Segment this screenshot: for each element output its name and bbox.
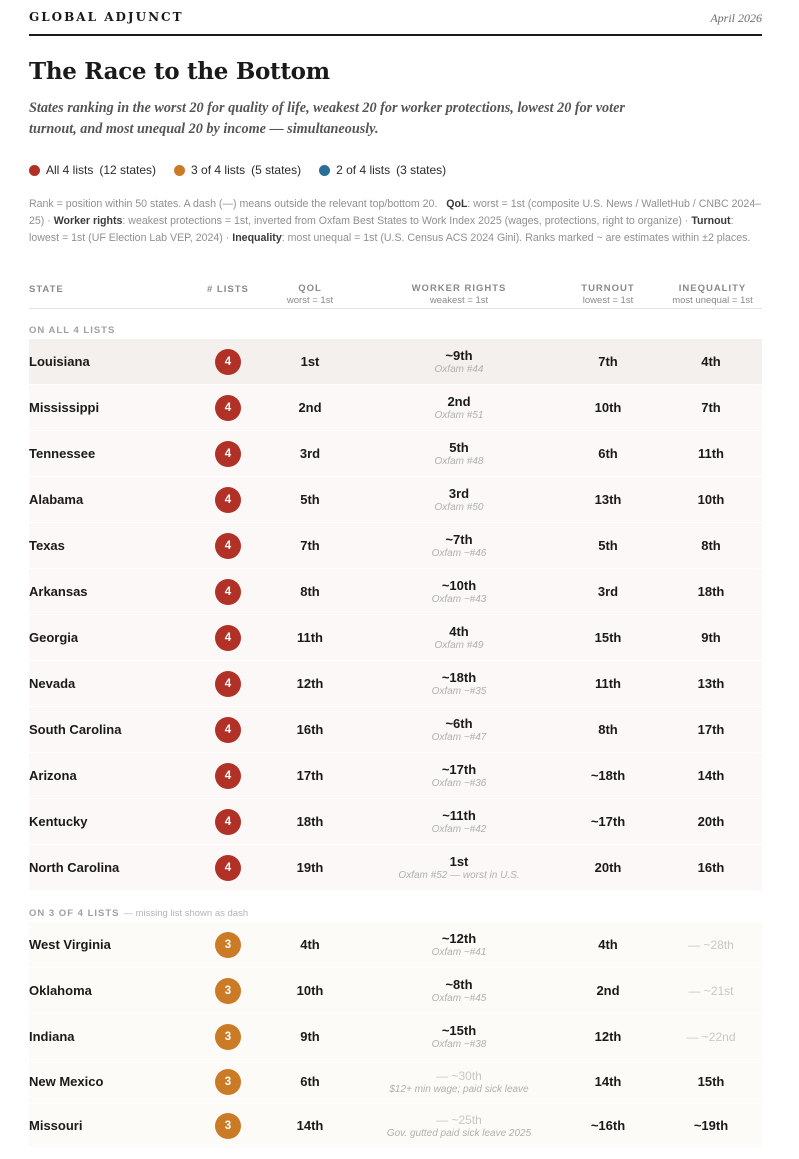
turnout-value: 13th	[594, 492, 622, 507]
section-note: — missing list shown as dash	[123, 908, 249, 919]
issue-date: April 2026	[710, 11, 762, 25]
state-name: Alabama	[29, 492, 84, 507]
worker-rights-cell	[359, 1104, 559, 1147]
worker-rights-cell	[359, 799, 559, 844]
worker-rights-rank: ~6th	[445, 716, 473, 731]
inequality-rank	[680, 968, 742, 1013]
inequality-rank	[680, 523, 742, 568]
worker-rights-rank: ~9th	[445, 348, 473, 363]
turnout-value: 3rd	[597, 584, 619, 599]
list-count-badge: 4	[215, 625, 241, 651]
notes-worker-text: : weakest protections = 1st, inverted from Oxfam Best States to Work Index 2025 (wages, protections, right to organize)	[122, 215, 682, 227]
table-row	[29, 477, 762, 523]
turnout-rank	[577, 968, 639, 1013]
inequality-rank	[680, 477, 742, 522]
notes-intro: Rank = position within 50 states. A dash (—) means outside the relevant top/bottom 20.	[29, 198, 438, 210]
worker-rights-source: Oxfam ~#45	[431, 993, 487, 1004]
inequality-rank	[680, 569, 742, 614]
col-qol	[280, 283, 340, 306]
col-turnout	[570, 283, 646, 306]
turnout-value: 14th	[594, 1074, 622, 1089]
lists-cell	[215, 1104, 241, 1147]
inequality-rank	[680, 845, 742, 890]
state-name: New Mexico	[29, 1074, 104, 1089]
notes-ineq-text: : most unequal = 1st (U.S. Census ACS 2024 Gini). Ranks marked ~ are estimates within ±2 places.	[281, 232, 751, 244]
inequality-value: 13th	[697, 676, 725, 691]
state-name: Georgia	[29, 630, 79, 645]
turnout-rank	[577, 385, 639, 430]
turnout-value: 8th	[598, 722, 618, 737]
list-count-badge: 4	[215, 395, 241, 421]
col-inequality-title: INEQUALITY	[678, 283, 747, 294]
inequality-value: 15th	[697, 1074, 725, 1089]
qol-rank: 7th	[300, 538, 320, 553]
qol-rank: 12th	[296, 676, 324, 691]
table-row	[29, 845, 762, 891]
worker-rights-cell	[359, 753, 559, 798]
legend-item-three	[174, 163, 301, 177]
worker-rights-rank: ~7th	[445, 532, 473, 547]
worker-rights-rank: ~8th	[445, 977, 473, 992]
state-name: Missouri	[29, 1118, 83, 1133]
inequality-value: 18th	[697, 584, 725, 599]
col-qol-sub: worst = 1st	[286, 295, 334, 306]
inequality-value: 11th	[697, 446, 724, 461]
qol-rank: 1st	[300, 354, 320, 369]
qol-rank: 2nd	[298, 400, 322, 415]
worker-rights-source: Oxfam #48	[434, 456, 484, 467]
worker-rights-source: Oxfam ~#46	[431, 548, 487, 559]
notes-turnout-label: Turnout	[691, 215, 731, 227]
state-name: Arizona	[29, 768, 77, 783]
qol-rank: 11th	[296, 630, 323, 645]
inequality-value: — ~22nd	[686, 1029, 736, 1044]
lists-cell	[215, 1014, 241, 1059]
worker-rights-source: Oxfam ~#42	[431, 824, 487, 835]
worker-rights-rank: 1st	[449, 854, 469, 869]
worker-rights-cell	[359, 477, 559, 522]
table-header	[29, 276, 762, 309]
table-row	[29, 799, 762, 845]
list-count-badge: 4	[215, 671, 241, 697]
inequality-rank	[680, 1014, 742, 1059]
inequality-value: 20th	[697, 814, 725, 829]
inequality-value: 8th	[701, 538, 721, 553]
table-row	[29, 922, 762, 968]
inequality-value: 17th	[697, 722, 725, 737]
legend-item-two	[319, 163, 446, 177]
worker-rights-cell	[359, 385, 559, 430]
turnout-rank	[577, 1014, 639, 1059]
table-row	[29, 569, 762, 615]
table-row	[29, 661, 762, 707]
worker-rights-source: Oxfam ~#43	[431, 594, 487, 605]
lists-cell	[215, 339, 241, 384]
turnout-rank	[577, 922, 639, 967]
lists-cell	[215, 661, 241, 706]
inequality-value: 4th	[701, 354, 721, 369]
lists-cell	[215, 707, 241, 752]
worker-rights-cell	[359, 1014, 559, 1059]
list-count-badge: 4	[215, 533, 241, 559]
turnout-rank	[577, 799, 639, 844]
table-row	[29, 523, 762, 569]
section-header	[29, 325, 115, 336]
worker-rights-source: Oxfam #51	[434, 410, 484, 421]
qol-rank: 3rd	[299, 446, 321, 461]
worker-rights-source: Oxfam ~#47	[431, 732, 487, 743]
list-count-badge: 4	[215, 855, 241, 881]
worker-rights-cell	[359, 845, 559, 890]
turnout-value: 5th	[598, 538, 618, 553]
list-count-badge: 3	[215, 978, 241, 1004]
lists-cell	[215, 385, 241, 430]
notes-qol-text: : worst = 1st (composite U.S. News / WalletHub / CNBC 2024–25)	[29, 198, 762, 227]
inequality-value: — ~21st	[688, 983, 734, 998]
notes-worker-label: Worker rights	[53, 215, 123, 227]
col-state: STATE	[29, 284, 64, 295]
qol-rank: 19th	[296, 860, 324, 875]
list-count-badge: 4	[215, 763, 241, 789]
table-row	[29, 707, 762, 753]
state-name: Tennessee	[29, 446, 96, 461]
turnout-value: 20th	[594, 860, 622, 875]
turnout-rank	[577, 707, 639, 752]
worker-rights-source: Oxfam #50	[434, 502, 484, 513]
notes-turnout-text: : lowest = 1st (UF Election Lab VEP, 2024)	[29, 215, 734, 244]
legend-count: (12 states)	[99, 163, 157, 177]
masthead	[29, 0, 762, 36]
list-count-badge: 4	[215, 349, 241, 375]
worker-rights-cell	[359, 922, 559, 967]
qol-rank: 10th	[296, 983, 324, 998]
table-row	[29, 615, 762, 661]
col-worker-sub: weakest = 1st	[429, 295, 489, 306]
lists-cell	[215, 799, 241, 844]
turnout-rank	[577, 753, 639, 798]
worker-rights-cell	[359, 339, 559, 384]
worker-rights-rank: 4th	[449, 624, 469, 639]
list-count-badge: 4	[215, 487, 241, 513]
col-turnout-sub: lowest = 1st	[582, 295, 634, 306]
inequality-value: 10th	[697, 492, 725, 507]
table-row	[29, 431, 762, 477]
table-row	[29, 1014, 762, 1060]
qol-rank: 6th	[300, 1074, 320, 1089]
list-count-badge: 4	[215, 579, 241, 605]
list-count-badge: 4	[215, 717, 241, 743]
col-turnout-title: TURNOUT	[581, 283, 635, 294]
state-name: Mississippi	[29, 400, 100, 415]
worker-rights-cell	[359, 707, 559, 752]
lists-cell	[215, 845, 241, 890]
lists-cell	[215, 523, 241, 568]
inequality-value: 14th	[697, 768, 725, 783]
worker-rights-source: Oxfam #49	[434, 640, 484, 651]
worker-rights-cell	[359, 615, 559, 660]
qol-rank: 5th	[300, 492, 320, 507]
turnout-value: 15th	[594, 630, 622, 645]
notes-qol-label: QoL	[446, 198, 468, 210]
inequality-rank	[680, 707, 742, 752]
inequality-rank	[680, 922, 742, 967]
qol-rank: 8th	[300, 584, 320, 599]
worker-rights-cell	[359, 431, 559, 476]
list-count-badge: 3	[215, 1113, 241, 1139]
table-row	[29, 753, 762, 799]
inequality-rank	[680, 339, 742, 384]
turnout-rank	[577, 523, 639, 568]
turnout-value: 12th	[594, 1029, 622, 1044]
inequality-value: ~19th	[693, 1118, 729, 1133]
qol-rank: 18th	[296, 814, 324, 829]
worker-rights-cell	[359, 523, 559, 568]
turnout-rank	[577, 615, 639, 660]
worker-rights-source: Oxfam #44	[434, 364, 484, 375]
inequality-rank	[680, 431, 742, 476]
lists-cell	[215, 922, 241, 967]
worker-rights-rank: ~15th	[441, 1023, 477, 1038]
inequality-value: 9th	[701, 630, 721, 645]
table-row	[29, 339, 762, 385]
turnout-rank	[577, 339, 639, 384]
table-row	[29, 1104, 762, 1148]
qol-rank: 16th	[296, 722, 324, 737]
col-worker-title: WORKER RIGHTS	[411, 283, 507, 294]
page-title: The Race to the Bottom	[29, 58, 330, 85]
section-label: ON ALL 4 LISTS	[29, 325, 116, 336]
worker-rights-cell	[359, 968, 559, 1013]
legend-count: (5 states)	[251, 163, 302, 177]
lists-cell	[215, 968, 241, 1013]
worker-rights-source: Oxfam ~#36	[431, 778, 487, 789]
turnout-value: ~17th	[590, 814, 626, 829]
worker-rights-source: Oxfam ~#38	[431, 1039, 487, 1050]
turnout-rank	[577, 1060, 639, 1103]
state-name: Nevada	[29, 676, 76, 691]
list-count-badge: 4	[215, 441, 241, 467]
list-count-badge: 3	[215, 1069, 241, 1095]
lists-cell	[215, 477, 241, 522]
worker-rights-cell	[359, 569, 559, 614]
state-name: Texas	[29, 538, 65, 553]
worker-rights-source: Oxfam ~#41	[431, 947, 487, 958]
worker-rights-rank: ~11th	[442, 808, 476, 823]
turnout-value: 10th	[594, 400, 622, 415]
worker-rights-source: Oxfam #52 — worst in U.S.	[398, 870, 520, 881]
turnout-rank	[577, 1104, 639, 1147]
inequality-rank	[680, 1060, 742, 1103]
worker-rights-source: Oxfam ~#35	[431, 686, 487, 697]
state-name: Indiana	[29, 1029, 75, 1044]
qol-rank: 17th	[296, 768, 324, 783]
worker-rights-rank: 2nd	[447, 394, 471, 409]
worker-rights-rank: ~12th	[441, 931, 477, 946]
col-qol-title: QOL	[298, 283, 322, 294]
turnout-rank	[577, 477, 639, 522]
worker-rights-rank: 5th	[449, 440, 469, 455]
turnout-value: 2nd	[596, 983, 620, 998]
inequality-rank	[680, 385, 742, 430]
worker-rights-cell	[359, 661, 559, 706]
inequality-rank	[680, 1104, 742, 1147]
worker-rights-source: Gov. gutted paid sick leave 2025	[386, 1127, 532, 1139]
state-name: Arkansas	[29, 584, 88, 599]
col-worker	[359, 283, 559, 306]
legend-label: All 4 lists	[46, 163, 94, 177]
lists-cell	[215, 431, 241, 476]
turnout-value: 11th	[594, 676, 621, 691]
turnout-rank	[577, 431, 639, 476]
legend-label: 2 of 4 lists	[336, 163, 391, 177]
state-name: West Virginia	[29, 937, 111, 952]
notes-ineq-label: Inequality	[232, 232, 282, 244]
state-name: Louisiana	[29, 354, 90, 369]
list-count-badge: 4	[215, 809, 241, 835]
turnout-value: ~16th	[590, 1118, 626, 1133]
worker-rights-rank: — ~30th	[436, 1068, 482, 1083]
qol-rank: 4th	[300, 937, 320, 952]
section-header	[29, 908, 248, 919]
state-name: South Carolina	[29, 722, 122, 737]
legend-item-all4	[29, 163, 156, 177]
col-inequality	[665, 283, 760, 306]
list-count-badge: 3	[215, 1024, 241, 1050]
lists-cell	[215, 1060, 241, 1103]
turnout-value: ~18th	[590, 768, 626, 783]
state-name: North Carolina	[29, 860, 120, 875]
table-row	[29, 1060, 762, 1104]
state-name: Oklahoma	[29, 983, 92, 998]
legend	[29, 163, 446, 177]
legend-label: 3 of 4 lists	[191, 163, 246, 177]
worker-rights-rank: ~18th	[441, 670, 477, 685]
worker-rights-cell	[359, 1060, 559, 1103]
qol-rank: 9th	[300, 1029, 320, 1044]
worker-rights-rank: 3rd	[448, 486, 470, 501]
worker-rights-rank: ~17th	[441, 762, 477, 777]
notes-separator: ·	[222, 232, 233, 244]
table-row	[29, 968, 762, 1014]
section-label: ON 3 OF 4 LISTS	[29, 908, 120, 919]
state-name: Kentucky	[29, 814, 88, 829]
worker-rights-rank: ~10th	[441, 578, 477, 593]
qol-rank: 14th	[296, 1118, 324, 1133]
turnout-rank	[577, 661, 639, 706]
inequality-value: — ~28th	[688, 937, 734, 952]
brand-name: GLOBAL ADJUNCT	[29, 10, 184, 24]
turnout-value: 4th	[598, 937, 618, 952]
legend-count: (3 states)	[396, 163, 447, 177]
lists-cell	[215, 615, 241, 660]
legend-dot-icon	[29, 165, 40, 176]
table-row	[29, 385, 762, 431]
inequality-value: 16th	[697, 860, 725, 875]
turnout-value: 6th	[598, 446, 618, 461]
methodology-notes	[29, 196, 762, 247]
notes-separator: ·	[681, 215, 692, 227]
list-count-badge: 3	[215, 932, 241, 958]
legend-dot-icon	[174, 165, 185, 176]
col-lists: # LISTS	[207, 284, 249, 295]
legend-dot-icon	[319, 165, 330, 176]
worker-rights-source: $12+ min wage; paid sick leave	[389, 1083, 529, 1095]
inequality-rank	[680, 753, 742, 798]
page-subtitle: States ranking in the worst 20 for quality of life, weakest 20 for worker protections, lowest 20 for voter turnout, and most unequal 20 by income — simultaneously.	[29, 100, 625, 137]
lists-cell	[215, 753, 241, 798]
inequality-rank	[680, 661, 742, 706]
turnout-rank	[577, 569, 639, 614]
inequality-rank	[680, 615, 742, 660]
lists-cell	[215, 569, 241, 614]
inequality-rank	[680, 799, 742, 844]
turnout-rank	[577, 845, 639, 890]
notes-separator: ·	[44, 215, 54, 227]
worker-rights-rank: — ~25th	[436, 1112, 482, 1127]
turnout-value: 7th	[598, 354, 618, 369]
col-inequality-sub: most unequal = 1st	[672, 295, 753, 306]
inequality-value: 7th	[701, 400, 721, 415]
